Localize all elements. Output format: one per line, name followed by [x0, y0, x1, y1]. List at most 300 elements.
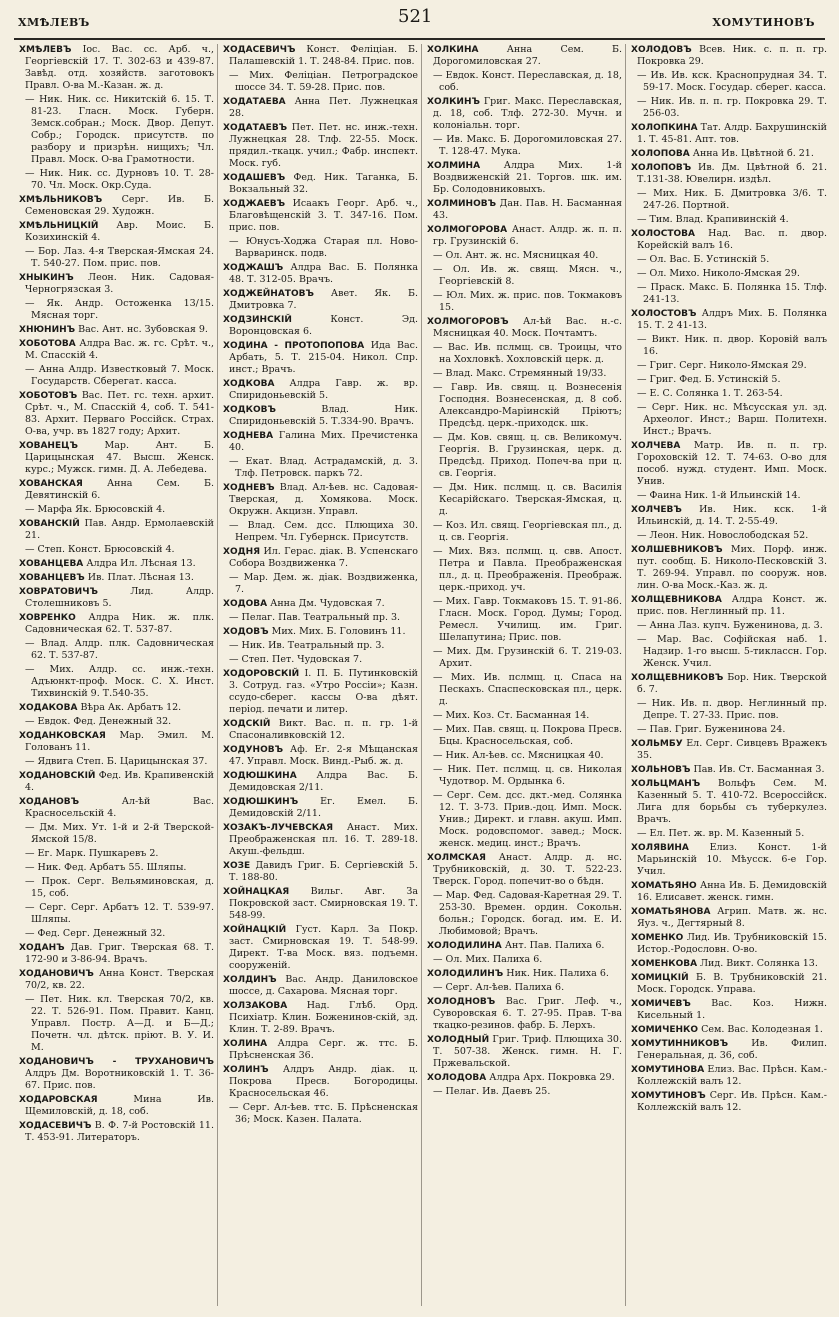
- entry-text: Фед. Ив. Крапивенскій 4.: [25, 770, 214, 793]
- sub-entry: — Леон. Ник. Новослободская 52.: [631, 530, 827, 542]
- entry-surname: ХОЛЬМБУ: [631, 739, 683, 749]
- sub-entry: — Мих. Пав. свящ. ц. Покрова Пресв. Бцы. Красносельская, соб.: [427, 724, 622, 748]
- sub-entry: — Мар. Фед. Садовая-Каретная 29. Т. 253-30. Времен. ордин. Сокольн. больн.; Городск. богад. им. Е. И. Любимовой; Врачъ.: [427, 890, 622, 938]
- header-rule: [14, 38, 825, 40]
- directory-entry: [19, 702, 214, 714]
- entry-surname: ХОДАНОВСКІЙ: [19, 771, 96, 781]
- entry-surname: ХОДОРОВСКІЙ: [223, 669, 300, 679]
- entry-text: Ант. Пав. Палиха 6.: [504, 940, 605, 951]
- entry-surname: ХОВРАТОВИЧЪ: [19, 587, 98, 597]
- entry-surname: ХОЛДИНЪ: [223, 975, 277, 985]
- entry-surname: ХОЛОПОВА: [631, 149, 690, 159]
- entry-text: Над. Глѣб. Орд. Психіатр. Клин. Боженинов-скій, зд. Клин. Т. 2-89. Врачъ.: [229, 1000, 418, 1035]
- directory-entry: [223, 924, 418, 972]
- entry-text: Б. В. Трубниковскій 21. Моск. Городск. Управа.: [637, 972, 827, 995]
- entry-surname: ХОДАНОВИЧЪ - ТРУХАНОВИЧЪ: [19, 1057, 214, 1067]
- directory-entry: [223, 796, 418, 820]
- directory-entry: [427, 198, 622, 222]
- entry-text: Авр. Моис. Б. Козихинскій 4.: [25, 220, 214, 243]
- entry-surname: ХОДЗИНСКІЙ: [223, 315, 292, 325]
- directory-entry: [223, 626, 418, 638]
- directory-entry: [631, 162, 827, 186]
- sub-entry: — Праск. Макс. Б. Полянка 15. Тлф. 241-13.: [631, 282, 827, 306]
- directory-entry: [223, 172, 418, 196]
- entry-surname: ХОЙНАЦКАЯ: [223, 887, 290, 897]
- running-head-right: ХОМУТИНОВЪ: [712, 16, 815, 29]
- entry-surname: ХОДЮШКИНЪ: [223, 797, 299, 807]
- entry-surname: ХОЛЬНОВЪ: [631, 765, 691, 775]
- entry-text: Алдра Мих. 1-й Воздвиженскій 21. Торгов. шк. им. Бр. Солодовниковыхъ.: [433, 160, 622, 195]
- sub-entry: — Мих. Дм. Грузинскій 6. Т. 219-03. Архит.: [427, 646, 622, 670]
- entry-text: Давидъ Григ. Б. Сергіевскій 5. Т. 188-80.: [229, 860, 418, 883]
- directory-entry: [223, 122, 418, 170]
- sub-entry: — Ядвига Степ. Б. Царицынская 37.: [19, 756, 214, 768]
- entry-text: Елиз. Конст. 1-й Марьинскій 10. Мѣусск. 6-е Гор. Учил.: [637, 842, 827, 877]
- directory-entry: [631, 972, 827, 996]
- directory-entry: [19, 572, 214, 584]
- directory-entry: [223, 1038, 418, 1062]
- entry-surname: ХОЛМИНОВЪ: [427, 199, 497, 209]
- directory-entry: [19, 612, 214, 636]
- sub-entry: — Влад. Сем. дсс. Плющиха 30. Непрем. Чл. Губернск. Присутств.: [223, 520, 418, 544]
- entry-surname: ХОЛМИНА: [427, 161, 481, 171]
- entry-text: Серг. Ив. Прѣсн. Кам.-Коллежскій валъ 12.: [637, 1090, 827, 1113]
- entry-surname: ХОЛЩЕВНИКОВА: [631, 595, 722, 605]
- entry-text: Ег. Емел. Б. Демидовскій 2/11.: [229, 796, 418, 819]
- directory-entry: [631, 504, 827, 528]
- sub-entry: — Прок. Серг. Вельяминовская, д. 15, соб.: [19, 876, 214, 900]
- entry-text: Викт. Вас. п. п. гр. 1-й Спасоналивковскій 12.: [229, 718, 418, 741]
- sub-entry: — Пелаг. Пав. Театральный пр. 3.: [223, 612, 418, 624]
- sub-entry: — Евдок. Фед. Денежный 32.: [19, 716, 214, 728]
- entry-surname: ХОЛКИНЪ: [427, 97, 480, 107]
- directory-columns: [14, 44, 830, 1306]
- sub-entry: — Ол. Михо. Николо-Ямская 29.: [631, 268, 827, 280]
- directory-entry: [427, 160, 622, 196]
- directory-entry: [631, 738, 827, 762]
- entry-text: Фед. Ник. Таганка, Б. Вокзальный 32.: [229, 172, 418, 195]
- directory-entry: [19, 730, 214, 754]
- directory-entry: [427, 224, 622, 248]
- entry-surname: ХОДАТАЕВЪ: [223, 123, 288, 133]
- entry-text: Алдра Конст. ж. прис. пов. Неглинный пр. 11.: [637, 594, 827, 617]
- entry-text: Анна Конст. Тверская 70/2, кв. 22.: [25, 968, 214, 991]
- entry-surname: ХОДСКІЙ: [223, 719, 271, 729]
- sub-entry: — Фаина Ник. 1-й Ильинскій 14.: [631, 490, 827, 502]
- entry-surname: ХОЛИНЪ: [223, 1065, 269, 1075]
- entry-text: Вильг. Авг. За Покровской заст. Смирновская 19. Т. 548-99.: [229, 886, 418, 921]
- entry-surname: ХОЛОПКИНА: [631, 123, 698, 133]
- directory-entry: [631, 778, 827, 826]
- entry-text: Алдръ Мих. Б. Полянка 15. Т. 2 41-13.: [637, 308, 827, 331]
- column-2: [218, 44, 422, 1306]
- directory-entry: [19, 44, 214, 92]
- sub-entry: — Пет. Ник. кл. Тверская 70/2, кв. 22. Т. 526-91. Пом. Правит. Канц. Управл. Постр. А—Д. и Б—Д.; Почетн. чл. дѣтск. пріют. В. У. И. М.: [19, 994, 214, 1054]
- entry-surname: ХОМУТИННИКОВЪ: [631, 1039, 729, 1049]
- directory-entry: [19, 194, 214, 218]
- entry-text: Анна Дм. Чудовская 7.: [270, 598, 385, 609]
- entry-surname: ХОЛМОГОРОВА: [427, 225, 508, 235]
- sub-entry: — Ол. Ант. ж. нс. Мясницкая 40.: [427, 250, 622, 262]
- sub-entry: — Евдок. Конст. Переславская, д. 18, соб.: [427, 70, 622, 94]
- directory-entry: [631, 1024, 827, 1036]
- sub-entry: — Ник. Пет. пслмщ. ц. св. Николая Чудотвор. М. Ордынка 6.: [427, 764, 622, 788]
- sub-entry: — Ив. Ив. кск. Краснопрудная 34. Т. 59-17. Моск. Государ. сберег. касса.: [631, 70, 827, 94]
- directory-entry: [223, 1000, 418, 1036]
- entry-text: Ник. Ник. Палиха 6.: [506, 968, 609, 979]
- sub-entry: — Ол. Ив. ж. свящ. Мясн. ч., Георгіевскій 8.: [427, 264, 622, 288]
- entry-text: Елиз. Вас. Прѣсн. Кам.-Коллежскій валъ 12.: [637, 1064, 827, 1087]
- entry-text: Галина Мих. Пречистенка 40.: [229, 430, 418, 453]
- entry-surname: ХНЫКИНЪ: [19, 273, 74, 283]
- entry-text: Агрип. Матв. ж. нс. Яуз. ч., Дегтярный 8.: [637, 906, 827, 929]
- sub-entry: — Вас. Ив. пслмщ. св. Троицы, что на Хохловкѣ. Хохловскій церк. д.: [427, 342, 622, 366]
- entry-surname: ХОЙНАЦКІЙ: [223, 925, 287, 935]
- directory-entry: [223, 668, 418, 716]
- entry-surname: ХОМАТЬЯНО: [631, 881, 697, 891]
- entry-surname: ХОМИЦКІЙ: [631, 973, 689, 983]
- entry-surname: ХОЗАКЪ-ЛУЧЕВСКАЯ: [223, 823, 334, 833]
- directory-entry: [631, 44, 827, 68]
- entry-text: Влад. Ал-ѣев. нс. Садовая-Тверская, д. Хомякова. Моск. Окружн. Акцизн. Управл.: [229, 482, 418, 517]
- entry-surname: ХОЛОПОВЪ: [631, 163, 692, 173]
- entry-text: Лид. Алдр. Столешниковъ 5.: [25, 586, 214, 609]
- entry-surname: ХОМУТИНОВЪ: [631, 1091, 706, 1101]
- directory-entry: [223, 404, 418, 428]
- entry-text: Вольфъ Сем. М. Казенный 5. Т. 410-72. Всероссійск. Лига для борьбы съ туберкулез. Врачъ.: [637, 778, 827, 825]
- directory-entry: [427, 316, 622, 340]
- entry-surname: ХОЛМОГОРОВЪ: [427, 317, 509, 327]
- sub-entry: — Влад. Макс. Стремянный 19/33.: [427, 368, 622, 380]
- entry-text: Всев. Ник. с. п. п. гр. Покровка 29.: [637, 44, 827, 67]
- directory-entry: [631, 594, 827, 618]
- entry-text: Мар. Эмил. М. Голованъ 11.: [25, 730, 214, 753]
- entry-surname: ХОЛИНА: [223, 1039, 268, 1049]
- directory-entry: [427, 96, 622, 132]
- entry-text: Григ. Макс. Переславская, д. 18, соб. Тлф. 272-30. Мучн. и колоніальн. торг.: [433, 96, 622, 131]
- sub-entry: — Ол. Вас. Б. Устинскій 5.: [631, 254, 827, 266]
- entry-text: Мих. Порф. инж. пут. сообщ. Б. Николо-Песковскій 3. Т. 269-94. Управл. по сооруж. нов. лин. О-ва Моск.-Каз. ж. д.: [637, 544, 827, 591]
- entry-surname: ХОБОТОВЪ: [19, 391, 78, 401]
- directory-entry: [427, 968, 622, 980]
- entry-surname: ХОЛМСКАЯ: [427, 853, 486, 863]
- sub-entry: — Серг. Ал-ѣев. ттс. Б. Прѣсненская 36; Моск. Казен. Палата.: [223, 1102, 418, 1126]
- entry-surname: ХОВАНЦЕВЪ: [19, 573, 85, 583]
- entry-text: Конст. Эд. Воронцовская 6.: [229, 314, 418, 337]
- entry-text: Анна Сем. Б. Дорогомиловская 27.: [433, 44, 622, 67]
- entry-surname: ХМѢЛЕВЪ: [19, 45, 72, 55]
- directory-entry: [19, 220, 214, 244]
- sub-entry: — Мих. Феліціан. Петроградское шоссе 34. Т. 59-28. Прис. пов.: [223, 70, 418, 94]
- sub-entry: — Серг. Ник. нс. Мѣсусская ул. зд. Археолог. Инст.; Варш. Политехн. Инст.; Врачъ.: [631, 402, 827, 438]
- sub-entry: — Степ. Конст. Брюсовскій 4.: [19, 544, 214, 556]
- directory-entry: [223, 770, 418, 794]
- sub-entry: — Як. Андр. Остоженка 13/15. Мясная торг.: [19, 298, 214, 322]
- sub-entry: — Ег. Марк. Пушкаревъ 2.: [19, 848, 214, 860]
- entry-surname: ХОЛОДНОВЪ: [427, 997, 496, 1007]
- entry-surname: ХОЛШЕВНИКОВЪ: [631, 545, 723, 555]
- directory-entry: [19, 272, 214, 296]
- entry-text: Пав. Ив. Ст. Басманная 3.: [693, 764, 825, 775]
- directory-entry: [631, 544, 827, 592]
- sub-entry: — Степ. Пет. Чудовская 7.: [223, 654, 418, 666]
- entry-text: Исаакъ Георг. Арб. ч., Благовѣщенскій 3. Т. 347-16. Пом. прис. пов.: [229, 198, 418, 233]
- directory-entry: [223, 1064, 418, 1100]
- sub-entry: — Бор. Лаз. 4-я Тверская-Ямская 24. Т. 540-27. Пом. прис. пов.: [19, 246, 214, 270]
- entry-surname: ХОДАНЪ: [19, 943, 65, 953]
- directory-entry: [19, 558, 214, 570]
- directory-entry: [427, 1072, 622, 1084]
- directory-entry: [223, 546, 418, 570]
- sub-entry: — Ник. Ал-ѣев. сс. Мясницкая 40.: [427, 750, 622, 762]
- entry-surname: ХОДАНОВИЧЪ: [19, 969, 94, 979]
- entry-surname: ХОДЖАЕВЪ: [223, 199, 286, 209]
- entry-surname: ХОВАНСКІЙ: [19, 519, 80, 529]
- entry-surname: ХОМИЧЕНКО: [631, 1025, 699, 1035]
- directory-entry: [223, 718, 418, 742]
- directory-entry: [223, 430, 418, 454]
- entry-surname: ХОДНЯ: [223, 547, 261, 557]
- directory-entry: [427, 44, 622, 68]
- entry-text: Мих. Мих. Б. Головинъ 11.: [271, 626, 406, 637]
- sub-entry: — Екат. Влад. Астрадамскій, д. 3. Тлф. Петровск. паркъ 72.: [223, 456, 418, 480]
- entry-surname: ХОЛОДОВА: [427, 1073, 487, 1083]
- entry-surname: ХОДНЕВА: [223, 431, 274, 441]
- entry-surname: ХОМИЧЕВЪ: [631, 999, 691, 1009]
- directory-entry: [427, 852, 622, 888]
- sub-entry: — Дм. Ков. свящ. ц. св. Великомуч. Георгія. В. Грузинская, церк. д. Предсѣд. Приход. Попеч-ва при ц. св. Георгія.: [427, 432, 622, 480]
- entry-surname: ХОДОВА: [223, 599, 268, 609]
- directory-entry: [631, 842, 827, 878]
- entry-surname: ХНЮНИНЪ: [19, 325, 76, 335]
- sub-entry: — Анна Алдр. Известковый 7. Моск. Государств. Сберегат. касса.: [19, 364, 214, 388]
- entry-surname: ХОЛОДОВЪ: [631, 45, 692, 55]
- sub-entry: — Юнусъ-Ходжа Старая пл. Ново-Варваринск. подв.: [223, 236, 418, 260]
- entry-text: Ив. Филип. Генеральная, д. 36, соб.: [637, 1038, 827, 1061]
- directory-entry: [19, 478, 214, 502]
- entry-surname: ХОЛКИНА: [427, 45, 479, 55]
- directory-entry: [19, 942, 214, 966]
- sub-entry: — Дм. Мих. Ут. 1-й и 2-й Тверской-Ямской 15/8.: [19, 822, 214, 846]
- directory-entry: [631, 1064, 827, 1088]
- page-header: [0, 0, 839, 36]
- entry-text: Тат. Алдр. Бахрушинскій 1. Т. 45-81. Апт. тов.: [637, 122, 827, 145]
- sub-entry: — Е. С. Солянка 1. Т. 263-54.: [631, 388, 827, 400]
- sub-entry: — Коз. Ил. свящ. Георгіевская пл., д. ц. св. Георгія.: [427, 520, 622, 544]
- entry-surname: ХОВРЕНКО: [19, 613, 76, 623]
- entry-text: Іос. Вас. сс. Арб. ч., Георгіевскій 17. Т. 302-63 и 439-87. Завѣд. отд. хозяйств. заготовокъ Правл. О-ва М.-Казан. ж. д.: [25, 44, 215, 91]
- sub-entry: — Анна Лаз. купч. Буженинова, д. 3.: [631, 620, 827, 632]
- directory-entry: [223, 822, 418, 858]
- entry-surname: ХОЛЬЦМАНЪ: [631, 779, 701, 789]
- entry-surname: ХОЛОСТОВЪ: [631, 309, 697, 319]
- directory-entry: [631, 1090, 827, 1114]
- entry-text: Матр. Ив. п. п. гр. Гороховскій 12. Т. 74-63. О-во для пособ. нужд. студент. Имп. Моск. Унив.: [637, 440, 827, 487]
- entry-surname: ХОДЖЕЙНАТОВЪ: [223, 289, 314, 299]
- entry-text: Анаст. Мих. Преображенская пл. 16. Т. 289-18. Акуш.-фельдш.: [229, 822, 418, 857]
- entry-surname: ХОЛОДИЛИНА: [427, 941, 502, 951]
- entry-text: Григ. Триф. Плющиха 30. Т. 507-38. Женск. гимн. Н. Г. Пржевальской.: [433, 1034, 622, 1069]
- entry-text: Алдра Ник. ж. плк. Садовническая 62. Т. 537-87.: [25, 612, 214, 635]
- directory-entry: [223, 378, 418, 402]
- entry-text: Ил. Герас. діак. В. Успенскаго Собора Воздвиженка 7.: [229, 546, 418, 569]
- entry-surname: ХОВАНСКАЯ: [19, 479, 83, 489]
- sub-entry: — Ол. Мих. Палиха 6.: [427, 954, 622, 966]
- entry-text: Конст. Феліціан. Б. Палашевскій 1. Т. 248-84. Прис. пов.: [229, 44, 418, 67]
- directory-entry: [19, 1094, 214, 1118]
- directory-entry: [19, 390, 214, 438]
- sub-entry: — Ник. Ник. сс. Дурновъ 10. Т. 28-70. Чл. Моск. Окр.Суда.: [19, 168, 214, 192]
- sub-entry: — Григ. Серг. Николо-Ямская 29.: [631, 360, 827, 372]
- entry-surname: ХОДКОВЪ: [223, 405, 276, 415]
- sub-entry: — Мих. Вяз. пслмщ. ц. свв. Апост. Петра и Павла. Преображенская пл., д. ц. Преображенія. Преображ. церк.-приход. уч.: [427, 546, 622, 594]
- directory-entry: [223, 340, 418, 376]
- directory-entry: [631, 906, 827, 930]
- entry-text: Лид. Ив. Трубниковскій 15. Истор.-Родословн. О-во.: [637, 932, 827, 955]
- directory-entry: [223, 262, 418, 286]
- sub-entry: — Влад. Алдр. плк. Садовническая 62. Т. 537-87.: [19, 638, 214, 662]
- column-4: [626, 44, 830, 1306]
- directory-entry: [223, 744, 418, 768]
- entry-text: Ида Вас. Арбать, 5. Т. 215-04. Никол. Спр. инст.; Врачъ.: [229, 340, 418, 375]
- entry-text: Авет. Як. Б. Дмитровка 7.: [229, 288, 418, 311]
- entry-text: Бор. Ник. Тверской б. 7.: [637, 672, 827, 695]
- directory-entry: [631, 958, 827, 970]
- directory-entry: [19, 968, 214, 992]
- entry-surname: ХОДЖАШЪ: [223, 263, 284, 273]
- entry-surname: ХОДАШЕВЪ: [223, 173, 286, 183]
- entry-surname: ХОДЮШКИНА: [223, 771, 297, 781]
- entry-surname: ХОДАСЕВИЧЪ: [223, 45, 296, 55]
- directory-entry: [631, 998, 827, 1022]
- sub-entry: — Пелаг. Ив. Даевъ 25.: [427, 1086, 622, 1098]
- sub-entry: — Гавр. Ив. свящ. ц. Вознесенія Господня. Вознесенская, д. 8 соб. Александро-Маріинскій Пріютъ; Предсѣд. церк.-приходск. шк.: [427, 382, 622, 430]
- entry-text: Алдра Вас. Б. Полянка 48. Т. 312-05. Врачъ.: [229, 262, 418, 285]
- directory-entry: [19, 1120, 214, 1144]
- entry-text: Сем. Вас. Колодезная 1.: [701, 1024, 823, 1035]
- sub-entry: — Викт. Ник. п. двор. Коровій валъ 16.: [631, 334, 827, 358]
- entry-text: Алдра Гавр. ж. вр. Спиридоньевскій 5.: [229, 378, 418, 401]
- directory-entry: [427, 1034, 622, 1070]
- entry-surname: ХОЛЩЕВНИКОВЪ: [631, 673, 724, 683]
- entry-text: Ив. Дм. Цвѣтной б. 21. Т.131-38. Ювелирн. издѣл.: [637, 162, 827, 185]
- entry-surname: ХОДИНА - ПРОТОПОПОВА: [223, 341, 365, 351]
- directory-entry: [427, 940, 622, 952]
- entry-text: Серг. Ив. Б. Семеновская 29. Художн.: [25, 194, 214, 217]
- sub-entry: — Ник. Фед. Арбатъ 55. Шляпы.: [19, 862, 214, 874]
- directory-entry: [631, 932, 827, 956]
- directory-entry: [19, 518, 214, 542]
- directory-entry: [223, 198, 418, 234]
- entry-surname: ХОМЕНКОВА: [631, 959, 698, 969]
- column-1: [14, 44, 218, 1306]
- directory-entry: [223, 44, 418, 68]
- entry-text: Анна Ив. Б. Демидовскій 16. Елисавет. женск. гимн.: [637, 880, 827, 903]
- sub-entry: — Мих. Коз. Ст. Басманная 14.: [427, 710, 622, 722]
- directory-entry: [631, 122, 827, 146]
- directory-entry: [223, 860, 418, 884]
- entry-surname: ХОВАНЦЕВА: [19, 559, 84, 569]
- directory-entry: [223, 96, 418, 120]
- entry-surname: ХОДАТАЕВА: [223, 97, 286, 107]
- sub-entry: — Мих. Ив. пслмщ. ц. Спаса на Пескахъ. Спаспесковская пл., церк. д.: [427, 672, 622, 708]
- directory-entry: [631, 764, 827, 776]
- entry-surname: ХОДАНКОВСКАЯ: [19, 731, 106, 741]
- directory-entry: [631, 148, 827, 160]
- sub-entry: — Юл. Мих. ж. прис. пов. Токмаковъ 15.: [427, 290, 622, 314]
- entry-text: Ив. Ник. кск. 1-й Ильинскій, д. 14. Т. 2-55-49.: [637, 504, 827, 527]
- entry-surname: ХОМЕНКО: [631, 933, 684, 943]
- entry-text: В. Ф. 7-й Ростовскій 11. Т. 453-91. Литераторъ.: [25, 1120, 214, 1143]
- entry-text: Вас. Пет. гс. техн. архит. Срѣт. ч., М. Спасскій 4, соб. Т. 541-83. Архит. Перваго Россійск. Страх. О-ва, учр. въ 1827 году; Архит.: [25, 390, 214, 437]
- column-3: [422, 44, 626, 1306]
- entry-surname: ХОДНЕВЪ: [223, 483, 275, 493]
- entry-surname: ХОДКОВА: [223, 379, 275, 389]
- entry-surname: ХОЗЕ: [223, 861, 251, 871]
- entry-text: Лид. Викт. Солянка 13.: [700, 958, 818, 969]
- sub-entry: — Ив. Макс. Б. Дорогомиловская 27. Т. 128-47. Мука.: [427, 134, 622, 158]
- sub-entry: — Мих. Гавр. Токмаковъ 15. Т. 91-86. Гласн. Моск. Город. Думы; Город. Ремесл. Училищ. им. Григ. Шелапутина; Прис. пов.: [427, 596, 622, 644]
- sub-entry: — Мар. Дем. ж. діак. Воздвиженка, 7.: [223, 572, 418, 596]
- directory-entry: [427, 996, 622, 1032]
- sub-entry: — Григ. Фед. Б. Устинскій 5.: [631, 374, 827, 386]
- sub-entry: — Ник. Ив. п. п. гр. Покровка 29. Т. 256-03.: [631, 96, 827, 120]
- entry-surname: ХОЛОДНЫЙ: [427, 1035, 490, 1045]
- sub-entry: — Серг. Сем. дсс. дкт.-мед. Солянка 12. Т. 3-73. Прив.-доц. Имп. Моск. Унив.; Директ. и главн. акуш. Имп. Моск. родовспомог. завед.; Моск. женск. медиц. инст.; Врачъ.: [427, 790, 622, 850]
- entry-surname: ХОМАТЬЯНОВА: [631, 907, 711, 917]
- entry-surname: ХОДАРОВСКАЯ: [19, 1095, 98, 1105]
- entry-text: Ив. Плат. Лѣсная 13.: [87, 572, 194, 583]
- directory-entry: [223, 598, 418, 610]
- directory-entry: [631, 672, 827, 696]
- entry-text: Пет. Пет. нс. инж.-техн. Лужнецкая 28. Тлф. 22-55. Моск. прядил.-ткацк. учил.; Фабр. инспект. Моск. губ.: [229, 122, 418, 169]
- entry-text: Дан. Пав. Н. Басманная 43.: [433, 198, 622, 221]
- entry-text: Над. Вас. п. двор. Корейскій валъ 16.: [637, 228, 828, 251]
- entry-surname: ХМѢЛЬНИКОВЪ: [19, 195, 103, 205]
- entry-text: Анаст. Алдр. ж. п. п. гр. Грузинскій 6.: [433, 224, 622, 247]
- entry-surname: ХОЛЯВИНА: [631, 843, 689, 853]
- entry-surname: ХОДУНОВЪ: [223, 745, 284, 755]
- sub-entry: — Мих. Алдр. сс. инж.-техн. Адъюнкт-проф. Моск. С. Х. Инст. Тихвинскій 9. Т.540-35.: [19, 664, 214, 700]
- entry-text: Пав. Андр. Ермолаевскій 21.: [25, 518, 214, 541]
- entry-surname: ХОМУТИНОВА: [631, 1065, 705, 1075]
- entry-text: Алдръ Дм. Воротниковскій 1. Т. 36-67. Прис. пов.: [25, 1068, 214, 1091]
- sub-entry: — Тим. Влад. Крапивинскій 4.: [631, 214, 827, 226]
- directory-entry: [19, 324, 214, 336]
- entry-text: Алдръ Андр. діак. ц. Покрова Пресв. Богородицы. Красносельская 46.: [229, 1064, 418, 1099]
- directory-entry: [631, 308, 827, 332]
- entry-text: Аф. Ег. 2-я Мѣщанская 47. Управл. Моск. Винд.-Рыб. ж. д.: [229, 744, 418, 767]
- entry-text: Алдра Ил. Лѣсная 13.: [86, 558, 196, 569]
- entry-text: Вас. Андр. Даниловское шоссе, д. Сахарова. Мясная торг.: [229, 974, 418, 997]
- entry-text: Ел. Серг. Сивцевъ Вражекъ 35.: [637, 738, 827, 761]
- sub-entry: — Серг. Ал-ѣев. Палиха 6.: [427, 982, 622, 994]
- entry-text: Леон. Ник. Садовая-Черногрязская 3.: [25, 272, 214, 295]
- entry-text: Анна Сем. Б. Девятинскій 6.: [25, 478, 214, 501]
- entry-text: Вас. Григ. Леф. ч., Суворовская 6. Т. 27-95. Прав. Т-ва ткацко-резинов. фабр. Б. Лерхъ.: [433, 996, 622, 1031]
- entry-text: Вѣра Ак. Арбатъ 12.: [80, 702, 182, 713]
- entry-surname: ХОДОВЪ: [223, 627, 269, 637]
- directory-entry: [223, 314, 418, 338]
- entry-surname: ХОДАНОВЪ: [19, 797, 80, 807]
- entry-text: Ал-ѣй Вас. Красносельскій 4.: [25, 796, 214, 819]
- entry-text: Ал-ѣй Вас. н.-с. Мясницкая 40. Моск. Почтамтъ.: [433, 316, 622, 339]
- entry-surname: ХМѢЛЬНИЦКІЙ: [19, 221, 99, 231]
- entry-text: Дав. Григ. Тверская 68. Т. 172-90 и 3-86-94. Врачъ.: [25, 942, 214, 965]
- entry-surname: ХОЛОДИЛИНЪ: [427, 969, 504, 979]
- sub-entry: — Фед. Серг. Денежный 32.: [19, 928, 214, 940]
- entry-text: Мина Ив. Щемиловскій, д. 18, соб.: [25, 1094, 214, 1117]
